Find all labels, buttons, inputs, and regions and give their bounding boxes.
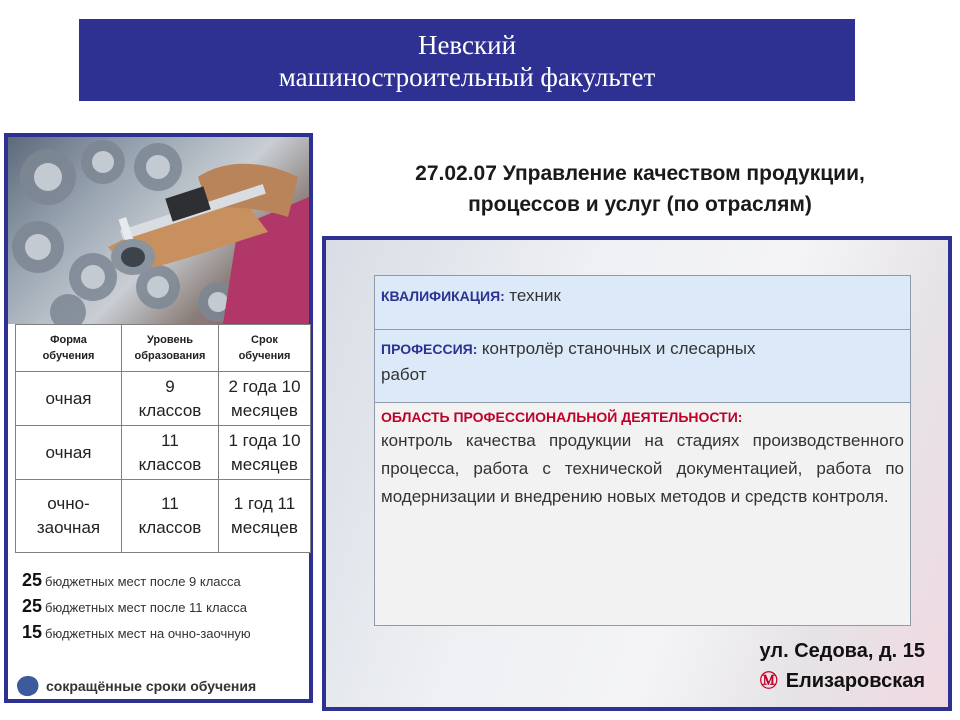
budget-line-2: 25 бюджетных мест после 11 класса	[22, 596, 248, 616]
caliper-photo-illustration	[8, 137, 309, 324]
table-row	[16, 480, 311, 553]
street-address: ул. Седова, д. 15	[759, 640, 925, 662]
budget-line-3: 15 бюджетных мест на очно-заочную	[22, 622, 251, 642]
activity-area-value: контроль качества продукции на стадиях производственного процесса, работа с технической документацией, работа по модернизации и внедрению новых методов и средств контроля.	[381, 431, 904, 506]
study-forms-table	[15, 324, 311, 553]
term-cell: 2 года 10 месяцев	[219, 372, 311, 426]
station-name: Елизаровская	[785, 670, 925, 692]
form-cell: очная	[16, 372, 122, 426]
address-block	[700, 636, 925, 696]
study-info-panel	[4, 133, 313, 703]
header-line-2: машиностроительный факультет	[278, 62, 656, 92]
level-cell: 11 классов	[122, 426, 219, 480]
page-header	[79, 19, 855, 101]
header-form: Форма обучения	[16, 325, 122, 372]
profession-value: контролёр станочных и слесарных	[481, 339, 756, 358]
metro-icon: Ⓜ	[759, 671, 778, 691]
short-terms-note: сокращённые сроки обучения	[16, 675, 256, 699]
form-cell: очная	[16, 426, 122, 480]
profession-row	[374, 329, 911, 402]
table-header-row	[16, 325, 311, 372]
specialty-title: 27.02.07 Управление качеством продукции, процессов и услуг (по отраслям)	[415, 162, 865, 216]
profession-value-cont: работ	[381, 365, 427, 384]
specialty-info-table	[374, 275, 911, 626]
header-term: Срок обучения	[219, 325, 311, 372]
term-cell: 1 год 11 месяцев	[219, 480, 311, 553]
activity-area-label: ОБЛАСТЬ ПРОФЕССИОНАЛЬНОЙ ДЕЯТЕЛЬНОСТИ:	[381, 409, 743, 425]
qualification-row	[374, 275, 911, 329]
table-row	[16, 372, 311, 426]
activity-area-row	[374, 402, 911, 626]
budget-line-1: 25 бюджетных мест после 9 класса	[22, 570, 241, 590]
qualification-label: КВАЛИФИКАЦИЯ:	[381, 288, 505, 304]
form-cell: очно- заочная	[16, 480, 122, 553]
level-cell: 9 классов	[122, 372, 219, 426]
level-cell: 11 классов	[122, 480, 219, 553]
table-row	[16, 426, 311, 480]
caliper-photo	[8, 137, 309, 324]
metro-station	[700, 666, 925, 696]
term-cell: 1 года 10 месяцев	[219, 426, 311, 480]
header-level: Уровень образования	[122, 325, 219, 372]
blue-blob-icon	[16, 675, 40, 700]
qualification-value: техник	[509, 286, 561, 305]
header-line-1: Невский	[417, 30, 517, 60]
profession-label: ПРОФЕССИЯ:	[381, 341, 478, 357]
